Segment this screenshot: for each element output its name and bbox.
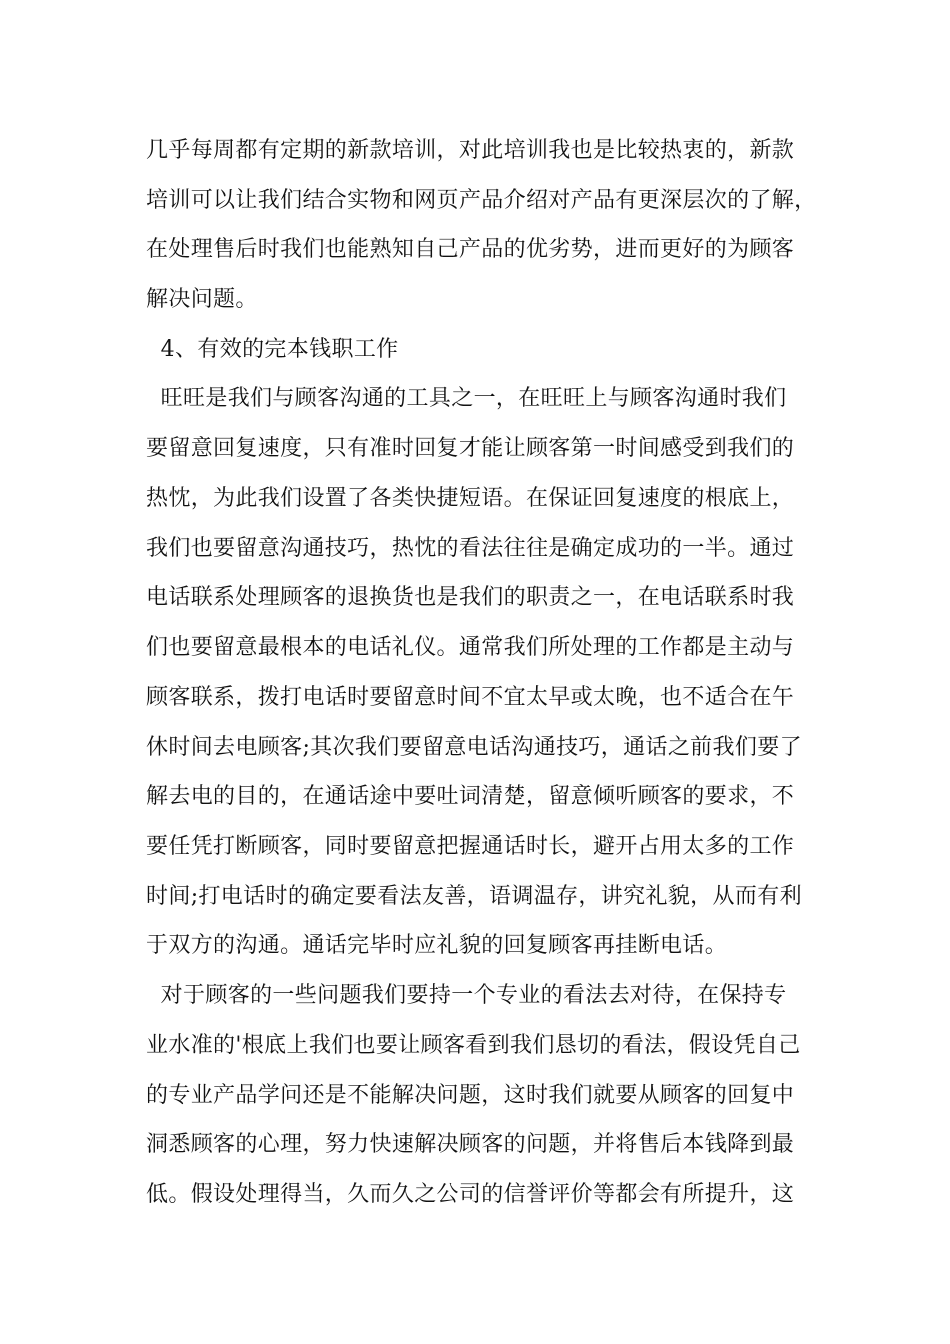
text-line: 们也要留意最根本的电话礼仪。通常我们所处理的工作都是主动与 xyxy=(146,635,795,660)
text-line: 业水准的'根底上我们也要让顾客看到我们恳切的看法，假设凭自己 xyxy=(146,1033,801,1058)
text-line: 休时间去电顾客;其次我们要留意电话沟通技巧，通话之前我们要了 xyxy=(146,735,802,760)
text-line: 洞悉顾客的心理，努力快速解决顾客的问题，并将售后本钱降到最 xyxy=(146,1132,795,1157)
text-line: 要留意回复速度，只有准时回复才能让顾客第一时间感受到我们的 xyxy=(146,436,795,461)
text-line: 电话联系处理顾客的退换货也是我们的职责之一，在电话联系时我 xyxy=(146,585,795,610)
text-line: 的专业产品学问还是不能解决问题，这时我们就要从顾客的回复中 xyxy=(146,1083,795,1108)
text-line: 于双方的沟通。通话完毕时应礼貌的回复顾客再挂断电话。 xyxy=(146,933,728,958)
text-line: 我们也要留意沟通技巧，热忱的看法往往是确定成功的一半。通过 xyxy=(146,536,795,561)
text-line: 解决问题。 xyxy=(146,287,258,312)
text-line: 解去电的目的，在通话途中要吐词清楚，留意倾听顾客的要求，不 xyxy=(146,784,795,809)
text-line: 对于顾客的一些问题我们要持一个专业的看法去对待，在保持专 xyxy=(146,983,787,1008)
text-line: 几乎每周都有定期的新款培训，对此培训我也是比较热衷的，新款 xyxy=(146,138,795,163)
text-line: 在处理售后时我们也能熟知自己产品的优劣势，进而更好的为顾客 xyxy=(146,237,795,262)
section-heading: 4、有效的完本钱职工作 xyxy=(146,337,399,362)
text-line: 低。假设处理得当，久而久之公司的信誉评价等都会有所提升，这 xyxy=(146,1182,795,1207)
text-line: 培训可以让我们结合实物和网页产品介绍对产品有更深层次的了解， xyxy=(146,188,817,213)
text-line: 时间;打电话时的确定要看法友善，语调温存，讲究礼貌，从而有利 xyxy=(146,884,802,909)
text-line: 旺旺是我们与顾客沟通的工具之一，在旺旺上与顾客沟通时我们 xyxy=(146,386,787,411)
text-line: 热忱，为此我们设置了各类快捷短语。在保证回复速度的根底上， xyxy=(146,486,795,511)
text-line: 顾客联系，拨打电话时要留意时间不宜太早或太晚，也不适合在午 xyxy=(146,685,795,710)
text-line: 要任凭打断顾客，同时要留意把握通话时长，避开占用太多的工作 xyxy=(146,834,795,859)
